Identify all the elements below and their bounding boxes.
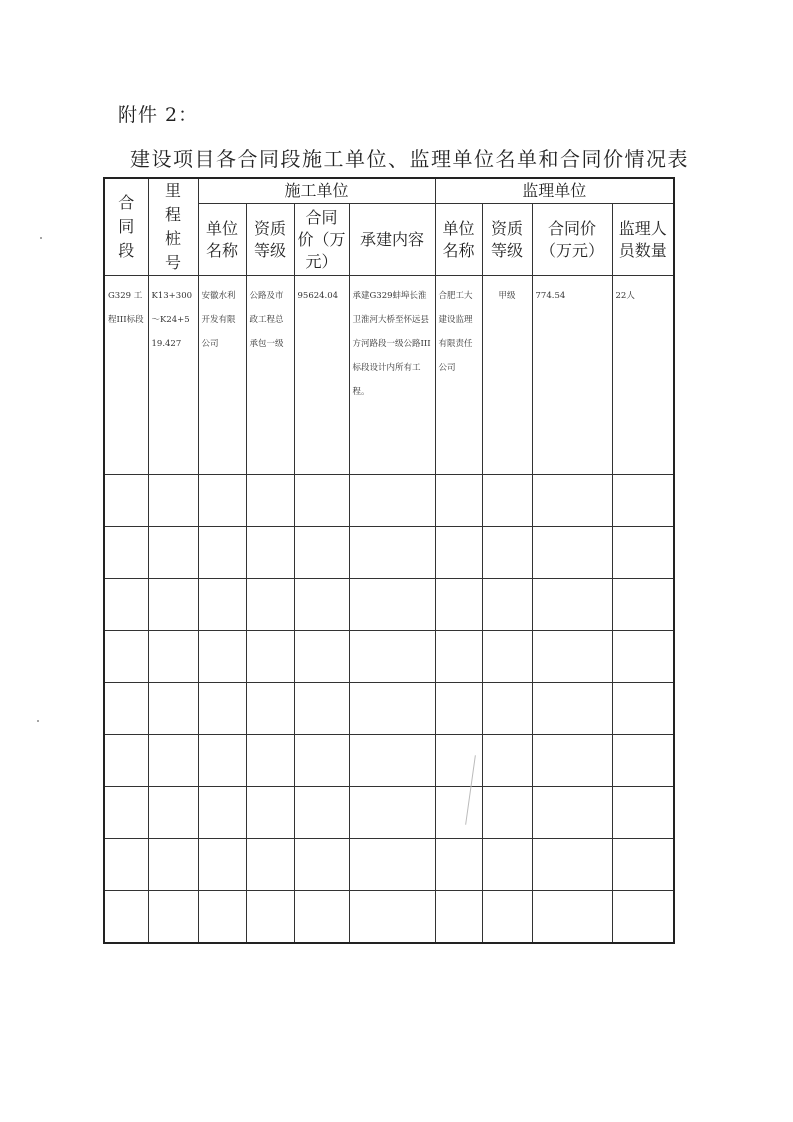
table-row xyxy=(104,735,674,787)
cell-c-contract-price: 95624.04 xyxy=(294,276,349,475)
header-section: 合 同 段 xyxy=(104,178,148,276)
cell-s-staff-count: 22人 xyxy=(612,276,674,475)
header-mileage: 里 程 桩 号 xyxy=(148,178,198,276)
header-c-contract-price: 合同 价（万 元） xyxy=(294,204,349,276)
table-row xyxy=(104,527,674,579)
header-s-unit-name: 单位 名称 xyxy=(435,204,482,276)
scan-dot xyxy=(37,720,39,722)
cell-s-qualification: 甲级 xyxy=(482,276,532,475)
table-row xyxy=(104,891,674,943)
cell-s-unit-name: 合肥工大建设监理有限责任公司 xyxy=(435,276,482,475)
header-construction-unit: 施工单位 xyxy=(198,178,435,204)
table-row xyxy=(104,475,674,527)
cell-c-unit-name: 安徽水利开发有限公司 xyxy=(198,276,246,475)
header-supervision-unit: 监理单位 xyxy=(435,178,674,204)
contract-table xyxy=(103,177,675,944)
cell-mileage: K13+300～K24+519.427 xyxy=(148,276,198,475)
cell-c-qualification: 公路及市政工程总承包一级 xyxy=(246,276,294,475)
header-c-scope: 承建内容 xyxy=(349,204,435,276)
table-row xyxy=(104,683,674,735)
cell-c-scope: 承建G329蚌埠长淮卫淮河大桥至怀远县方河路段一级公路III标段设计内所有工程。 xyxy=(349,276,435,475)
table-row xyxy=(104,579,674,631)
document-title: 建设项目各合同段施工单位、监理单位名单和合同价情况表 xyxy=(130,147,689,171)
header-c-unit-name: 单位 名称 xyxy=(198,204,246,276)
header-s-staff-count: 监理人 员数量 xyxy=(612,204,674,276)
header-c-qualification: 资质 等级 xyxy=(246,204,294,276)
scan-dot xyxy=(40,237,42,239)
header-s-contract-price: 合同价 （万元） xyxy=(532,204,612,276)
header-s-qualification: 资质 等级 xyxy=(482,204,532,276)
table-row xyxy=(104,839,674,891)
cell-section: G329 工程III标段 xyxy=(104,276,148,475)
table-row xyxy=(104,631,674,683)
table-row xyxy=(104,276,674,475)
table-row xyxy=(104,787,674,839)
cell-s-contract-price: 774.54 xyxy=(532,276,612,475)
attachment-label: 附件 2： xyxy=(118,104,199,126)
